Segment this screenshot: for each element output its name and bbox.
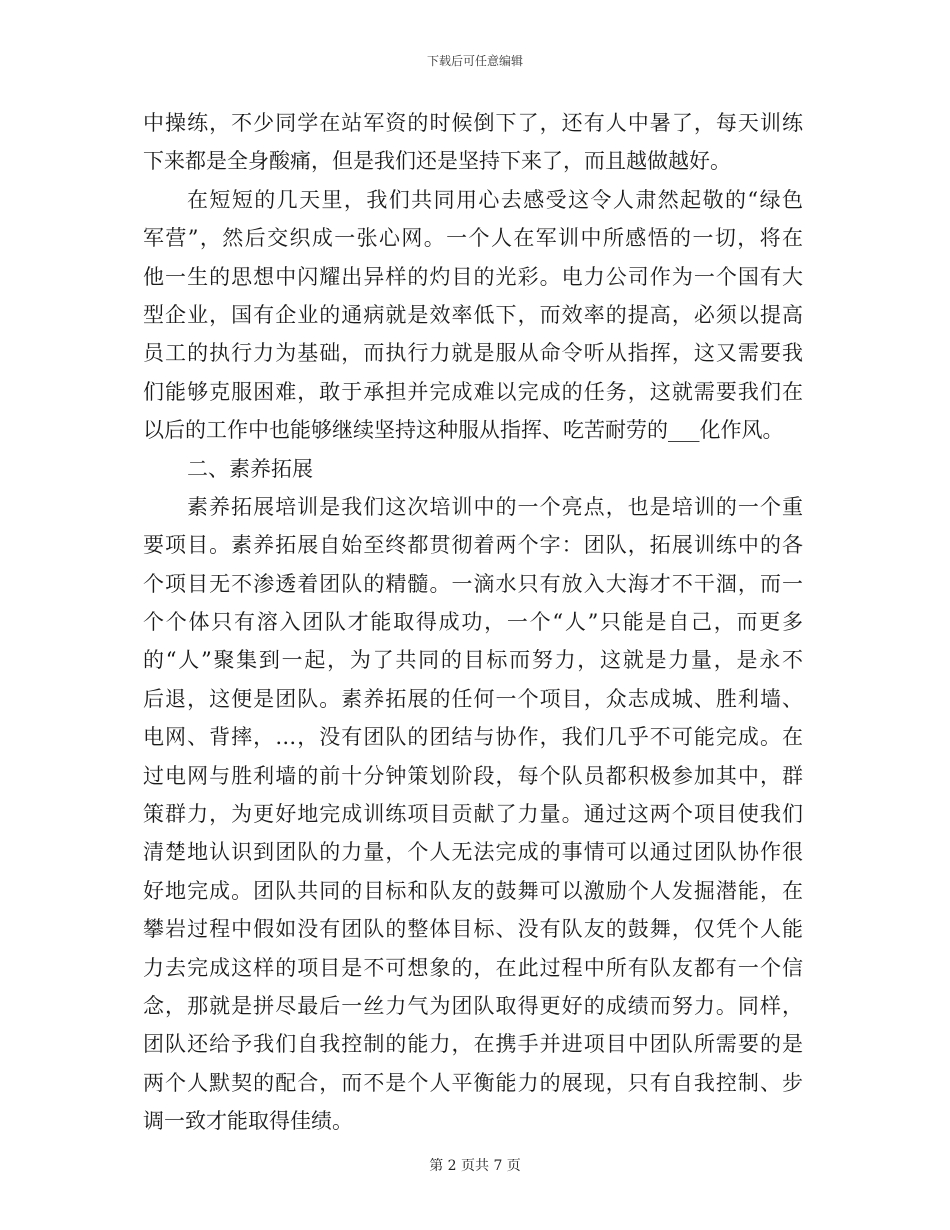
section-heading-text: 二、素养拓展: [187, 456, 313, 481]
text-line: 要项目。素养拓展自始至终都贯彻着两个字：团队，拓展训练中的各: [143, 533, 803, 558]
section-heading: [143, 450, 803, 488]
text-line: 过电网与胜利墙的前十分钟策划阶段，每个队员都积极参加其中，群: [143, 763, 803, 788]
text-line: 电网、背摔，…，没有团队的团结与协作，我们几乎不可能完成。在: [143, 725, 803, 750]
text-line: 攀岩过程中假如没有团队的整体目标、没有队友的鼓舞，仅凭个人能: [143, 917, 803, 942]
text-line: 型企业，国有企业的通病就是效率低下，而效率的提高，必须以提高: [143, 302, 803, 327]
text-line: 念，那就是拼尽最后一丝力气为团队取得更好的成绩而努力。同样，: [143, 993, 803, 1018]
page-header: 下载后可任意编辑: [426, 54, 523, 68]
text-line: 在短短的几天里，我们共同用心去感受这令人肃然起敬的“绿色: [187, 187, 803, 212]
paragraph: [143, 104, 803, 181]
text-line: 个项目无不渗透着团队的精髓。一滴水只有放入大海才不干涸，而一: [143, 571, 803, 596]
text-line: 调一致才能取得佳绩。: [143, 1109, 353, 1134]
paragraph: [143, 181, 803, 450]
text-line: 清楚地认识到团队的力量，个人无法完成的事情可以通过团队协作很: [143, 840, 803, 865]
text-line: 策群力，为更好地完成训练项目贡献了力量。通过这两个项目使我们: [143, 802, 803, 827]
text-line: 的“人”聚集到一起，为了共同的目标而努力，这就是力量，是永不: [143, 648, 803, 673]
document-body: [143, 104, 803, 1141]
text-line: 员工的执行力为基础，而执行力就是服从命令听从指挥，这又需要我: [143, 341, 803, 366]
text-line: 团队还给予我们自我控制的能力，在携手并进项目中团队所需要的是: [143, 1032, 803, 1057]
text-line: 后退，这便是团队。素养拓展的任何一个项目，众志成城、胜利墙、: [143, 686, 803, 711]
text-line: 以后的工作中也能够继续坚持这种服从指挥、吃苦耐劳的___化作风。: [143, 418, 784, 443]
text-line: 个个体只有溶入团队才能取得成功，一个“人”只能是自己，而更多: [143, 610, 803, 635]
text-line: 们能够克服困难，敢于承担并完成难以完成的任务，这就需要我们在: [143, 379, 803, 404]
page-number-footer: 第 2 页共 7 页: [429, 1158, 521, 1174]
text-line: 军营”，然后交织成一张心网。一个人在军训中所感悟的一切，将在: [143, 226, 803, 251]
text-line: 素养拓展培训是我们这次培训中的一个亮点，也是培训的一个重: [187, 494, 803, 519]
text-line: 好地完成。团队共同的目标和队友的鼓舞可以激励个人发掘潜能，在: [143, 878, 803, 903]
text-line: 他一生的思想中闪耀出异样的灼目的光彩。电力公司作为一个国有大: [143, 264, 803, 289]
text-line: 中操练，不少同学在站军资的时候倒下了，还有人中暑了，每天训练: [143, 111, 803, 135]
text-line: 两个人默契的配合，而不是个人平衡能力的展现，只有自我控制、步: [143, 1070, 803, 1095]
paragraph: [143, 488, 803, 1141]
text-line: 力去完成这样的项目是不可想象的，在此过程中所有队友都有一个信: [143, 955, 803, 980]
text-line: 下来都是全身酸痛，但是我们还是坚持下来了，而且越做越好。: [143, 149, 731, 174]
